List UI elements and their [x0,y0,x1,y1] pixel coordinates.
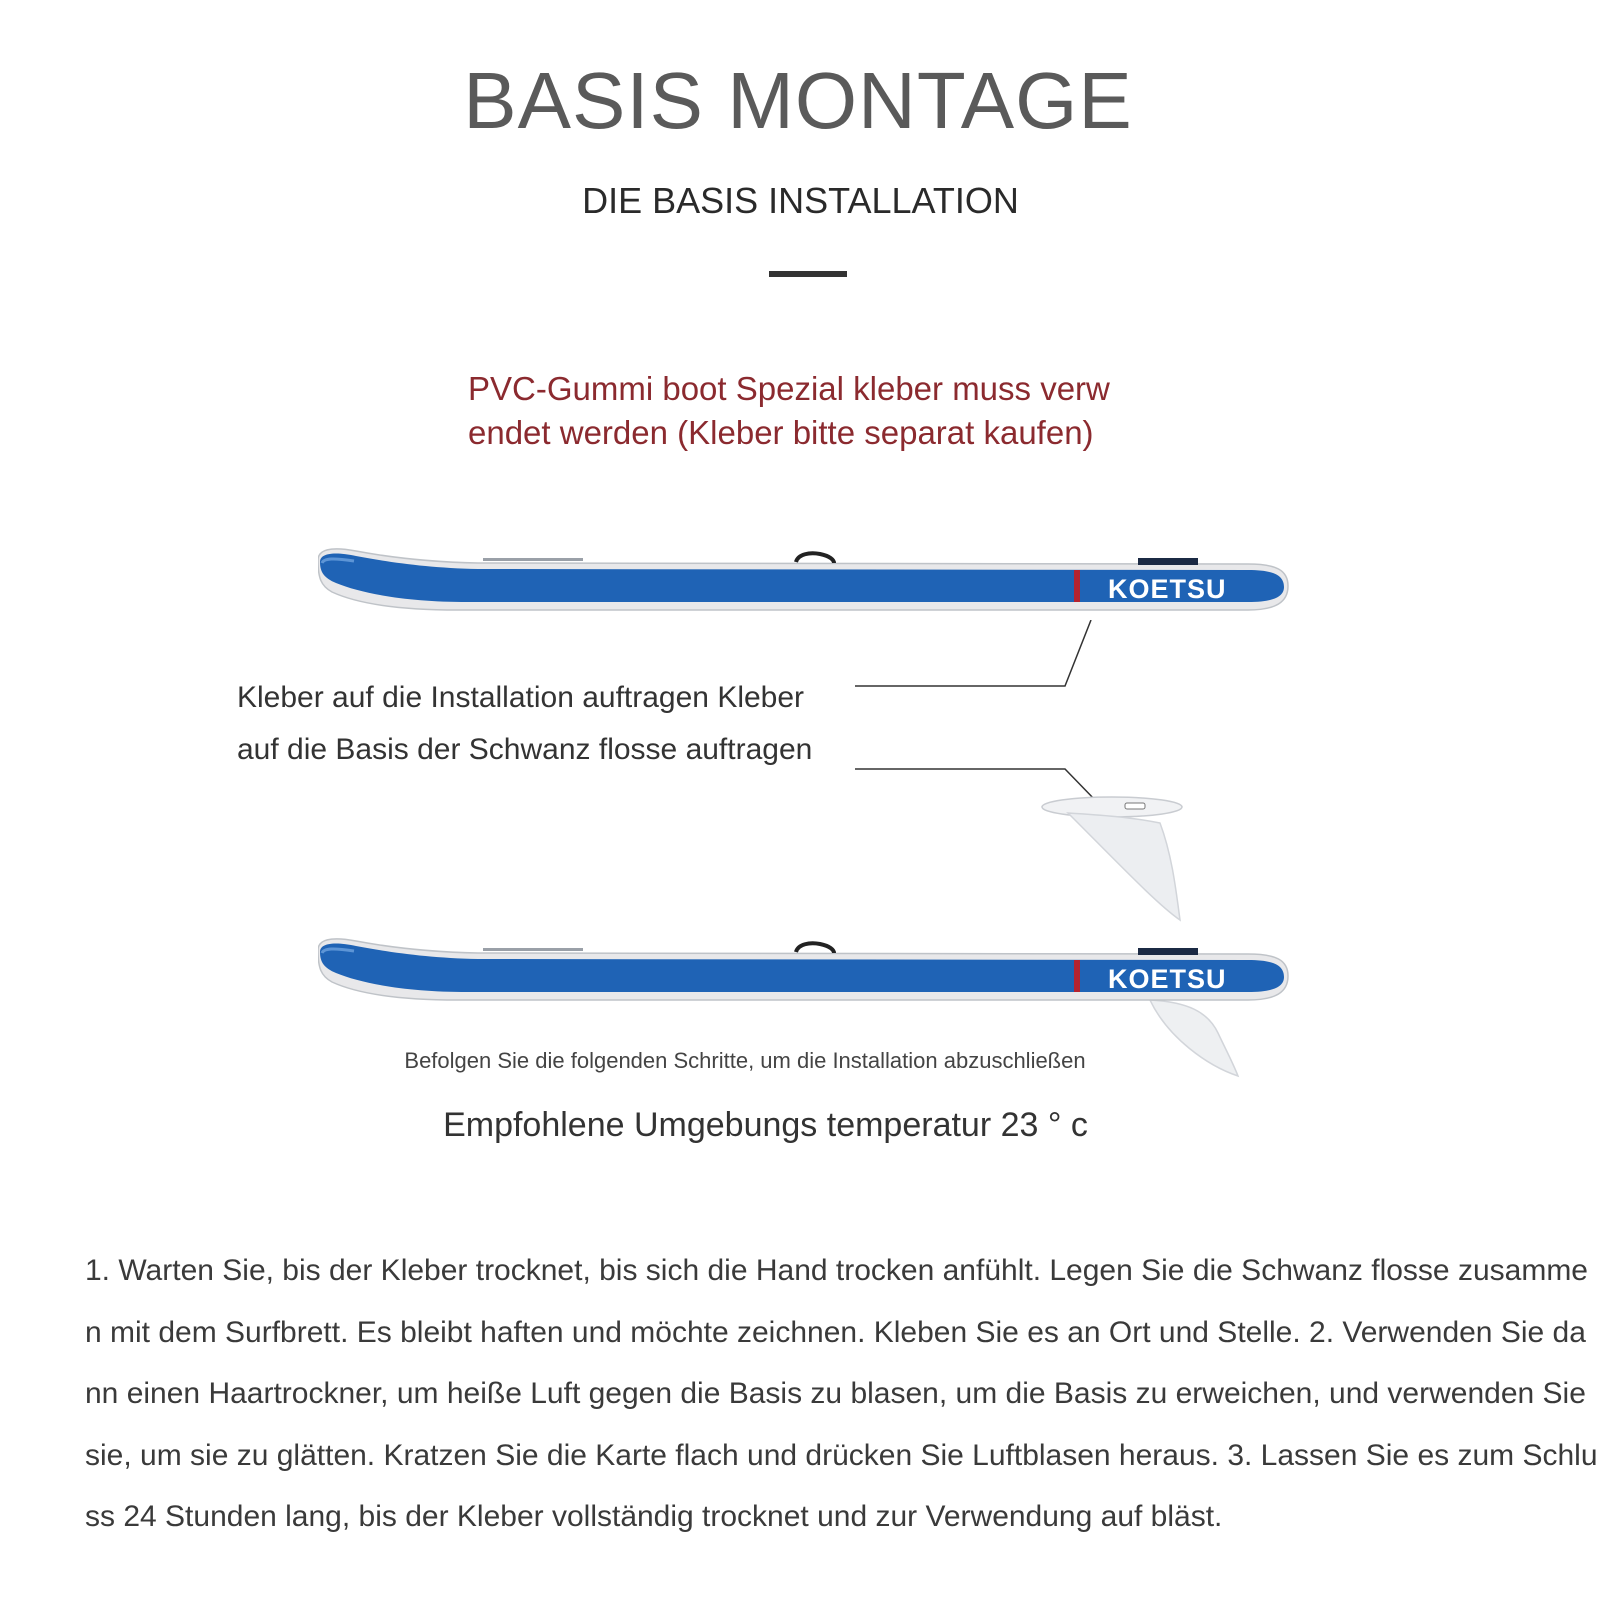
glue-warning [468,367,1168,455]
callout-lines [855,620,1115,810]
glue-warning-line-1: PVC-Gummi boot Spezial kleber muss verw [468,370,1110,407]
board-brand-logo: KOETSU [1108,964,1227,994]
title-divider [769,271,847,277]
instructions-text: 1. Warten Sie, bis der Kleber trocknet, bis sich die Hand trocken anfühlt. Legen Sie die Schwanz flosse zusammen mit dem Surfbrett. Es bleibt haften und möchte zeichnen. Kleben Sie es an Ort und Stelle. 2. Verwenden Sie dann einen Haartrockner, um heiße Luft gegen die Basis zu blasen, um die Basis zu erweichen, und verwenden Sie sie, um sie zu glätten. Kratzen Sie die Karte flach und drücken Sie Luftblasen heraus. 3. Lassen Sie es zum Schluss 24 Stunden lang, bis der Kleber vollständig trocknet und zur Verwendung auf bläst. [85,1254,1598,1533]
sup-board-top [318,548,1293,624]
temperature-note: Empfohlene Umgebungs temperatur 23 ° c [443,1106,1088,1144]
page-title: BASIS MONTAGE [463,56,1133,145]
glue-callout-line-1: Kleber auf die Installation auftragen Kleber [237,681,805,714]
fin-icon [1040,795,1220,925]
glue-callout-line-2: auf die Basis der Schwanz flosse auftragen [237,733,813,766]
steps-caption: Befolgen Sie die folgenden Schritte, um die Installation abzuschließen [404,1048,1086,1073]
board-brand-logo: KOETSU [1108,574,1227,604]
page-subtitle: DIE BASIS INSTALLATION [582,180,1019,221]
glue-warning-line-2: endet werden (Kleber bitte separat kaufen) [468,414,1094,451]
glue-callout [237,672,857,776]
